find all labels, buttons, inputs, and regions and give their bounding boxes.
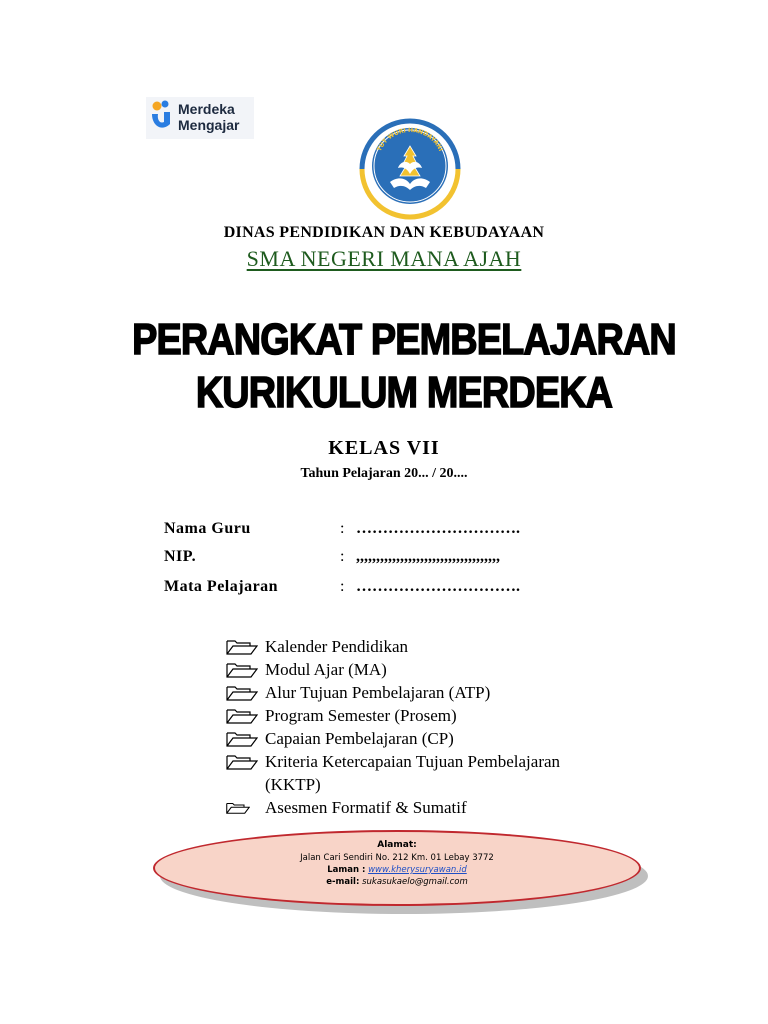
merdeka-mengajar-logo-icon xyxy=(148,100,178,136)
folder-icon xyxy=(226,731,258,747)
website-link[interactable]: www.kherysuryawan.id xyxy=(368,865,467,875)
nip-separator: : xyxy=(340,548,345,565)
address-email-line xyxy=(153,877,641,888)
subject-row xyxy=(164,578,664,600)
document-name: Kriteria Ketercapaian Tujuan Pembelajaran xyxy=(265,752,561,771)
emblem-motto: TUT WURI HANDAYANI xyxy=(375,126,445,153)
website-label: Laman : xyxy=(327,865,366,875)
nip-value: ,,,,,,,,,,,,,,,,,,,,,,,,,,,,,,,,,,,, xyxy=(356,548,500,565)
merdeka-mengajar-logo xyxy=(146,97,254,139)
teacher-name-separator: : xyxy=(340,520,345,537)
document-name: Modul Ajar (MA) xyxy=(265,660,387,679)
subject-separator: : xyxy=(340,578,345,595)
main-title-line2: KURIKULUM MERDEKA xyxy=(195,368,613,417)
class-level: KELAS VII xyxy=(328,437,440,459)
main-title-line1: PERANGKAT PEMBELAJARAN xyxy=(132,315,676,364)
document-name: Capaian Pembelajaran (CP) xyxy=(265,729,454,748)
subject-value: …………………………. xyxy=(356,578,520,595)
document-name: (KKTP) xyxy=(265,775,321,794)
email-value: sukasukaelo@gmail.com xyxy=(362,877,468,887)
folder-icon xyxy=(226,685,258,701)
address-title: Alamat: xyxy=(377,840,417,850)
tut-wuri-handayani-emblem xyxy=(354,116,466,222)
email-label: e-mail: xyxy=(326,877,360,887)
academic-year: Tahun Pelajaran 20... / 20.... xyxy=(300,466,468,481)
document-name: Kalender Pendidikan xyxy=(265,637,409,656)
teacher-name-label: Nama Guru xyxy=(164,520,251,537)
document-name: Program Semester (Prosem) xyxy=(265,706,457,725)
nip-label: NIP. xyxy=(164,548,197,565)
document-name: Alur Tujuan Pembelajaran (ATP) xyxy=(265,683,491,702)
agency-name: DINAS PENDIDIKAN DAN KEBUDAYAAN xyxy=(223,224,545,241)
folder-icon xyxy=(226,662,258,678)
folder-icon xyxy=(226,800,250,816)
address-website-line xyxy=(153,865,641,876)
logo-brand-line2: Mengajar xyxy=(178,117,240,133)
logo-brand-line1: Merdeka xyxy=(178,101,235,117)
document-name: Asesmen Formatif & Sumatif xyxy=(265,798,467,817)
school-name: SMA NEGERI MANA AJAH xyxy=(246,246,522,271)
teacher-name-value: …………………………. xyxy=(356,520,520,537)
teacher-name-row xyxy=(164,520,664,542)
folder-icon xyxy=(226,754,258,770)
address-street: Jalan Cari Sendiri No. 212 Km. 01 Lebay 3772 xyxy=(300,853,494,863)
subject-label: Mata Pelajaran xyxy=(164,578,279,595)
nip-row xyxy=(164,548,664,570)
folder-icon xyxy=(226,639,258,655)
folder-icon xyxy=(226,708,258,724)
